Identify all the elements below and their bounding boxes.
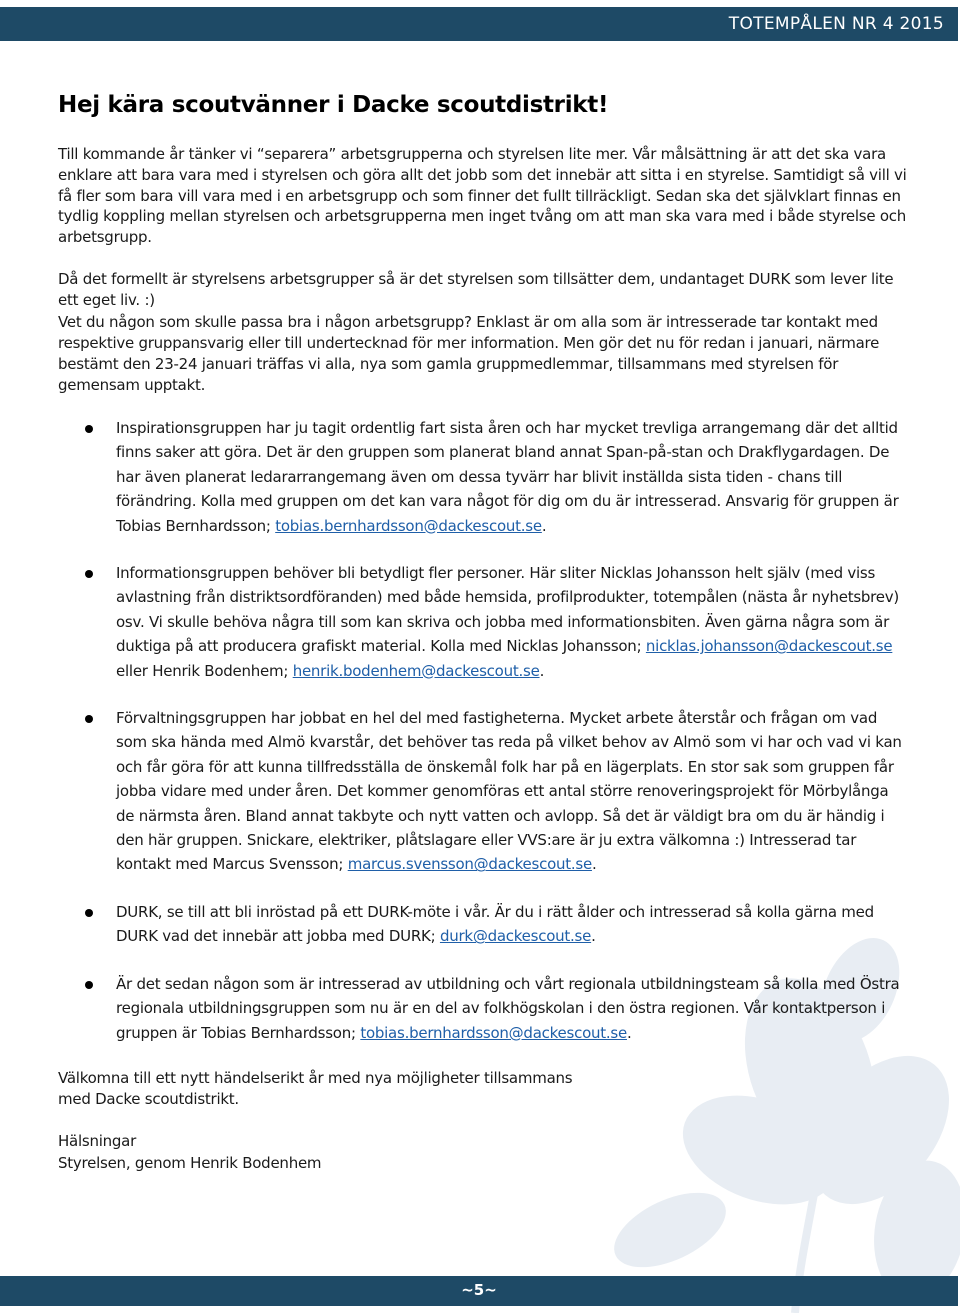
bullet-end: .: [541, 516, 547, 535]
email-link[interactable]: marcus.svensson@dackescout.se: [347, 855, 592, 874]
closing-paragraph: [58, 1068, 658, 1110]
signature: Styrelsen, genom Henrik Bodenhem: [58, 1154, 322, 1172]
bullet-end: .: [591, 927, 596, 946]
paragraph-2: Då det formellt är styrelsens arbetsgrupper så är det styrelsen som tillsätter dem, undantaget DURK som lever lite ett eget liv. :): [58, 270, 894, 309]
bullet-text: Är det sedan någon som är intresserad av utbildning och vårt regionala utbildningsteam så kolla med Östra regionala utbildningsgruppen som nu är en del av folkhögskolan i den östra regionen. Vår kontaktperson i gruppen är Tobias Bernhardsson;: [116, 975, 900, 1042]
paragraph-3: Vet du någon som skulle passa bra i någon arbetsgrupp? Enklast är om alla som är intresserade tar kontakt med respektive gruppansvarig eller till undertecknad för mer information. Men gör det nu för redan i januari, närmare bestämt den 23-24 januari träffas vi alla, nya som gamla gruppmedlemmar, tillsammans med styrelsen för gemensam upptakt.: [58, 313, 880, 394]
publication-title: TOTEMPÅLEN NR 4 2015: [728, 14, 944, 34]
bullet-icon: [85, 981, 93, 989]
email-link[interactable]: tobias.bernhardsson@dackescout.se: [360, 1023, 627, 1042]
bullet-icon: [85, 570, 93, 578]
bullet-mid: eller Henrik Bodenhem;: [116, 661, 293, 680]
bullet-end: .: [591, 855, 597, 874]
bullet-item-durk: [116, 900, 906, 949]
bullet-item-inspiration: [116, 416, 906, 538]
bullet-text: DURK, se till att bli inröstad på ett DURK-möte i vår. Är du i rätt ålder och intresserad så kolla gärna med DURK vad det innebär att jobba med DURK;: [116, 903, 874, 946]
bullet-icon: [85, 715, 93, 723]
signoff: [58, 1130, 658, 1174]
bullet-text: Förvaltningsgruppen har jobbat en hel del med fastigheterna. Mycket arbete återstår och frågan om vad som ska hända med Almö kvarstår, det behöver tas reda på vilket behov av Almö som vi har och vad vi kan och får göra för att kunna tillfredsställa de önskemål folk har på en lägerplats. En stor sak som gruppen får jobba vidare med under åren. Det kommer genomföras ett antal större renoveringsprojekt för Mörbylånga de närmsta åren. Bland annat takbyte och nytt vatten och avlopp. Så det är väldigt bra om du är händig i den här gruppen. Snickare, elektriker, plåtslagare eller VVS:are är ju extra välkomna :) Intresserad tar kontakt med Marcus Svensson;: [116, 709, 902, 874]
bullet-icon: [85, 425, 93, 433]
bullet-item-information: [116, 561, 906, 683]
header-bar: [0, 7, 958, 41]
footer-bar: [0, 1276, 958, 1306]
bullet-text: Informationsgruppen behöver bli betydligt fler personer. Här sliter Nicklas Johansson helt själv (med viss avlastning från distriktsordföranden) med både hemsida, profilprodukter, totempålen (nästa år nyhetsbrev) osv. Vi skulle behöva några till som kan skriva och jobba med informationsbiten. Även gärna några som är duktiga på att producera grafiskt material. Kolla med Nicklas Johansson;: [116, 564, 899, 656]
email-link[interactable]: nicklas.johansson@dackescout.se: [645, 637, 893, 656]
email-link-2[interactable]: henrik.bodenhem@dackescout.se: [292, 661, 540, 680]
closing-line-2: med Dacke scoutdistrikt.: [58, 1090, 239, 1108]
page-number: ~5~: [461, 1281, 497, 1299]
bullet-item-utbildning: [116, 972, 906, 1045]
bullet-text: Inspirationsgruppen har ju tagit ordentlig fart sista åren och har mycket trevliga arrangemang där det alltid finns saker att göra. Det är den gruppen som planerat bland annat Span-på-stan och Drakflygardagen. De har även planerat ledararrangemang även om dessa tyvärr har blivit inställda sista tiden - chans till förändring. Kolla med gruppen om det kan vara något för dig om du är intresserad. Ansvarig för gruppen är Tobias Bernhardsson;: [116, 419, 899, 535]
closing-line-1: Välkomna till ett nytt händelserikt år med nya möjligheter tillsammans: [58, 1069, 573, 1087]
bullet-end: .: [626, 1023, 632, 1042]
email-link[interactable]: durk@dackescout.se: [439, 927, 592, 946]
article-title: Hej kära scoutvänner i Dacke scoutdistrikt!: [58, 92, 609, 118]
intro-paragraph: Till kommande år tänker vi “separera” arbetsgrupperna och styrelsen lite mer. Vår målsättning är att det ska vara enklare att bara vara med i styrelsen och göra allt det jobb som det innebär att sitta i en styrelse. Samtidigt så vill vi få fler som bara vill vara med i en arbetsgrupp och som finner det fullt tillräckligt. Sedan ska det självklart finnas en tydlig koppling mellan styrelsen och arbetsgrupperna men inget tvång om att man ska vara med i både styrelse och arbetsgrupp.: [58, 145, 907, 247]
bullet-icon: [85, 909, 93, 917]
email-link[interactable]: tobias.bernhardsson@dackescout.se: [275, 516, 542, 535]
bullet-end: .: [539, 661, 545, 680]
bullet-item-forvaltning: [116, 706, 906, 877]
greeting: Hälsningar: [58, 1132, 137, 1150]
